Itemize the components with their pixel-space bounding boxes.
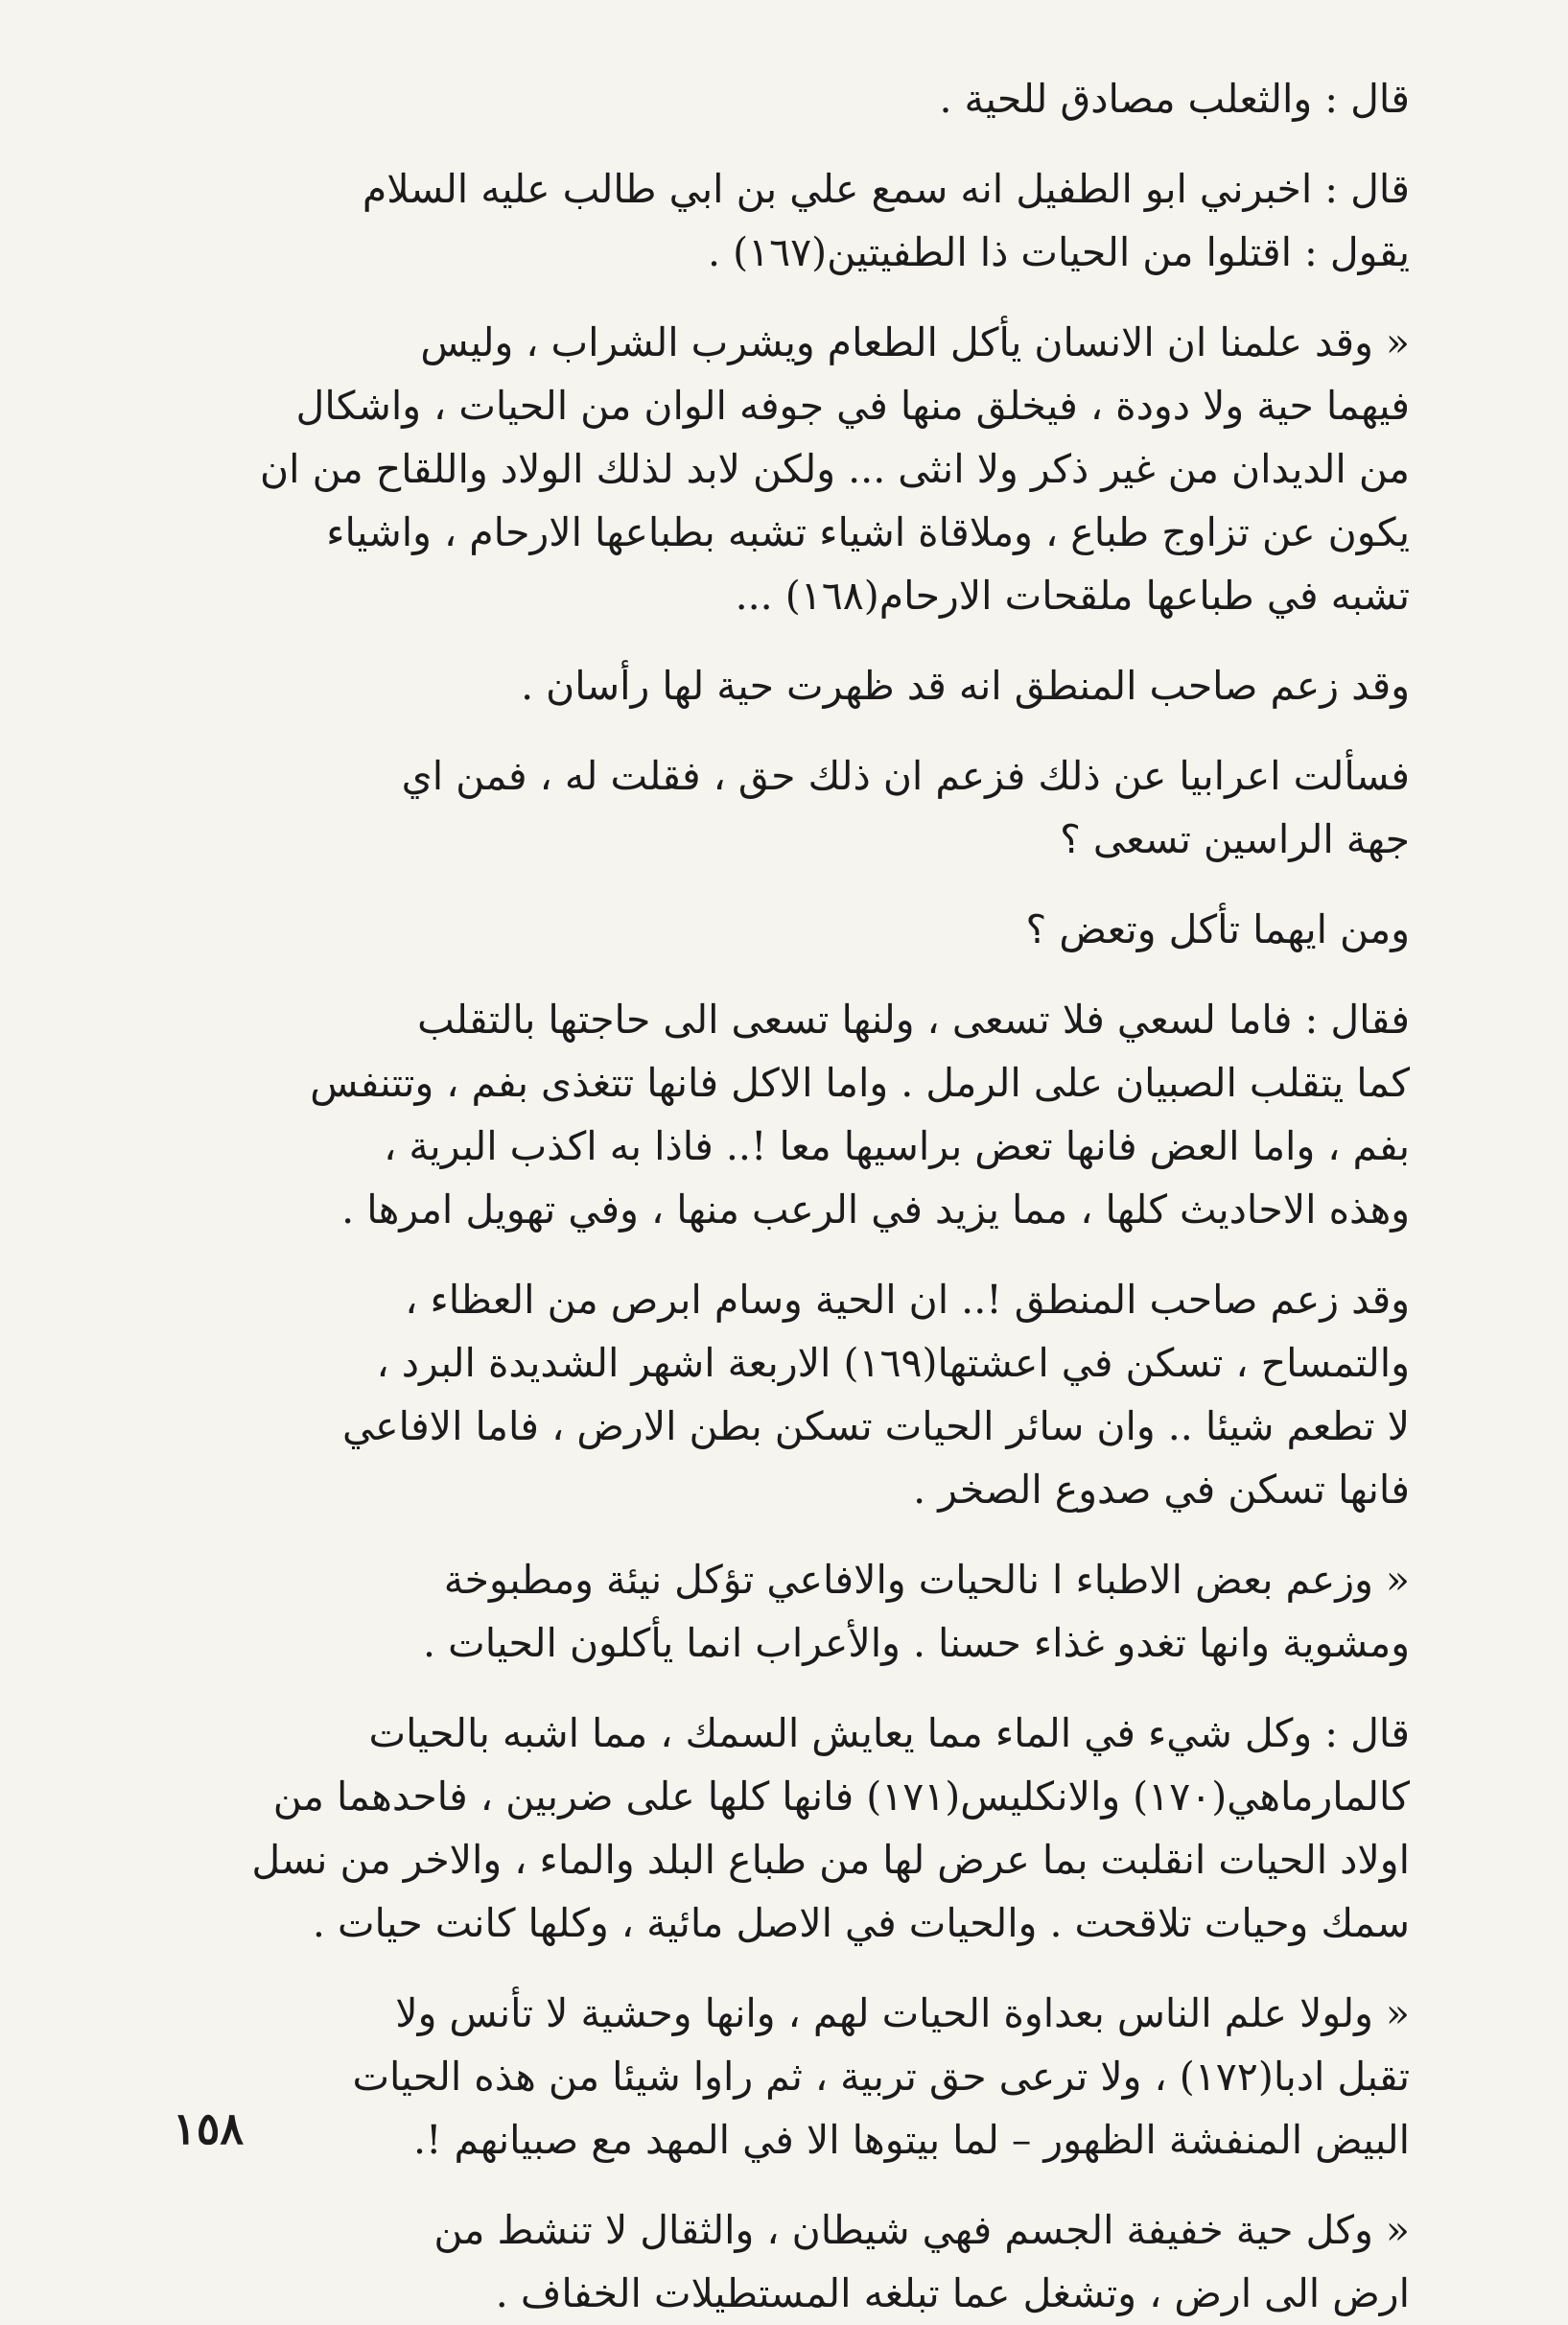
text-line: من الديدان من غير ذكر ولا انثى ... ولكن لابد لذلك الولاد واللقاح من ان <box>260 446 1410 492</box>
page-number: ١٥٨ <box>173 2102 245 2154</box>
paragraph <box>149 2198 1410 2325</box>
text-line: « ولولا علم الناس بعداوة الحيات لهم ، وانها وحشية لا تأنس ولا <box>395 1990 1410 2036</box>
text-line: « وكل حية خفيفة الجسم فهي شيطان ، والثقال لا تنشط من <box>433 2207 1410 2253</box>
text-line: قال : وكل شيء في الماء مما يعايش السمك ، مما اشبه بالحيات <box>368 1710 1410 1756</box>
paragraph <box>149 898 1410 961</box>
paragraph <box>149 1268 1410 1521</box>
text-line: وقد زعم صاحب المنطق انه قد ظهرت حية لها رأسان . <box>521 663 1410 709</box>
text-line: لا تطعم شيئا .. وان سائر الحيات تسكن بطن الارض ، فاما الافاعي <box>341 1403 1410 1449</box>
text-line: ومن ايهما تأكل وتعض ؟ <box>1025 906 1410 952</box>
paragraph <box>149 988 1410 1241</box>
paragraph <box>149 1548 1410 1675</box>
paragraph <box>149 157 1410 284</box>
text-line: كما يتقلب الصبيان على الرمل . واما الاكل فانها تتغذى بفم ، وتتنفس <box>310 1060 1410 1106</box>
text-line: تقبل ادبا(١٧٢) ، ولا ترعى حق تربية ، ثم راوا شيئا من هذه الحيات <box>352 2054 1410 2100</box>
text-line: كالمارماهي(١٧٠) والانكليس(١٧١) فانها كلها على ضربين ، فاحدهما من <box>272 1773 1410 1820</box>
text-line: والتمساح ، تسكن في اعشتها(١٦٩) الاربعة اشهر الشديدة البرد ، <box>376 1340 1410 1386</box>
text-line: اولاد الحيات انقلبت بما عرض لها من طباع البلد والماء ، والاخر من نسل <box>251 1837 1410 1883</box>
text-line: « وزعم بعض الاطباء ا نالحيات والافاعي تؤكل نيئة ومطبوخة <box>443 1557 1410 1603</box>
text-line: فانها تسكن في صدوع الصخر . <box>913 1467 1410 1513</box>
text-line: فيهما حية ولا دودة ، فيخلق منها في جوفه الوان من الحيات ، واشكال <box>295 383 1410 429</box>
paragraph <box>149 1982 1410 2172</box>
text-line: جهة الراسين تسعى ؟ <box>1060 816 1410 862</box>
paragraph <box>149 744 1410 871</box>
text-line: قال : اخبرني ابو الطفيل انه سمع علي بن ابي طالب عليه السلام <box>362 166 1410 212</box>
paragraph <box>149 1702 1410 1955</box>
text-line: فسألت اعرابيا عن ذلك فزعم ان ذلك حق ، فقلت له ، فمن اي <box>401 753 1410 799</box>
text-line: سمك وحيات تلاقحت . والحيات في الاصل مائية ، وكلها كانت حيات . <box>312 1900 1410 1946</box>
text-line: يقول : اقتلوا من الحيات ذا الطفيتين(١٦٧) . <box>708 229 1410 275</box>
paragraph <box>149 654 1410 717</box>
text-line: وقد زعم صاحب المنطق !.. ان الحية وسام ابرص من العظاء ، <box>405 1277 1410 1323</box>
text-line: تشبه في طباعها ملقحات الارحام(١٦٨) ... <box>735 573 1410 619</box>
text-line: البيض المنفشة الظهور – لما بيتوها الا في المهد مع صبيانهم !. <box>413 2117 1410 2163</box>
text-line: وهذه الاحاديث كلها ، مما يزيد في الرعب منها ، وفي تهويل امرها . <box>341 1186 1410 1233</box>
text-line: ارض الى ارض ، وتشغل عما تبلغه المستطيلات الخفاف . <box>495 2270 1410 2316</box>
text-line: فقال : فاما لسعي فلا تسعى ، ولنها تسعى الى حاجتها بالتقلب <box>417 997 1410 1043</box>
paragraph <box>149 311 1410 627</box>
text-line: قال : والثعلب مصادق للحية . <box>939 76 1410 122</box>
text-line: ومشوية وانها تغدو غذاء حسنا . والأعراب انما يأكلون الحيات . <box>423 1620 1410 1666</box>
text-line: « وقد علمنا ان الانسان يأكل الطعام ويشرب الشراب ، وليس <box>420 319 1410 365</box>
text-line: بفم ، واما العض فانها تعض براسيها معا !.. فاذا به اكذب البرية ، <box>384 1123 1410 1169</box>
text-line: يكون عن تزاوج طباع ، وملاقاة اشياء تشبه بطباعها الارحام ، واشياء <box>326 509 1410 555</box>
body-text <box>149 67 1410 2325</box>
paragraph <box>149 67 1410 130</box>
